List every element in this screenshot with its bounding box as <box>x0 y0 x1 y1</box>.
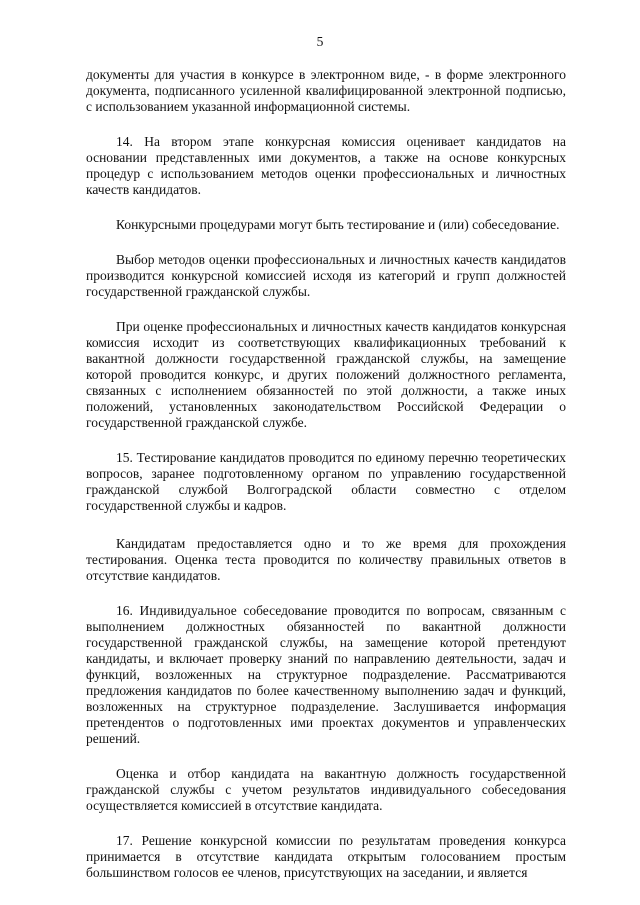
paragraph-continuation: документы для участия в конкурсе в электронном виде, - в форме электронного документа, подписанного усиленной квалифицированной электронной подписью, с использованием указанной информационной системы. <box>86 67 566 114</box>
paragraph-16: 16. Индивидуальное собеседование проводится по вопросам, связанным с выполнением должностных обязанностей по вакантной должности государственной гражданской службы, на замещение которой претендуют кандидаты, и включает проверку знаний по направлению деятельности, задач и функций, возложенных на структурное подразделение. Рассматриваются предложения кандидатов по более качественному выполнению задач и функций, возложенных на структурное подразделение. Заслушивается информация претендентов о подготовленных ими проектах документов и управленческих решений. <box>86 603 566 746</box>
paragraph-test-time: Кандидатам предоставляется одно и то же время для прохождения тестирования. Оценка теста проводится по количеству правильных ответов в отсутствие кандидатов. <box>86 536 566 583</box>
paragraph-method-choice: Выбор методов оценки профессиональных и личностных качеств кандидатов производится конкурсной комиссией исходя из категорий и групп должностей государственной гражданской службы. <box>86 252 566 299</box>
paragraph-17: 17. Решение конкурсной комиссии по результатам проведения конкурса принимается в отсутствие кандидата открытым голосованием простым большинством голосов ее членов, присутствующих на заседании, и является <box>86 833 566 880</box>
paragraph-procedures: Конкурсными процедурами могут быть тестирование и (или) собеседование. <box>116 217 560 232</box>
paragraph-assessment: При оценке профессиональных и личностных качеств кандидатов конкурсная комиссия исходит из соответствующих квалификационных требований к вакантной должности государственной гражданской службы, на замещение которой проводится конкурс, и других положений должностного регламента, связанных с исполнением обязанностей по этой должности, а также иных положений, установленных законодательством Российской Федерации о государственной гражданской службе. <box>86 319 566 430</box>
paragraph-selection: Оценка и отбор кандидата на вакантную должность государственной гражданской службы с учетом результатов индивидуального собеседования осуществляется комиссией в отсутствие кандидата. <box>86 766 566 813</box>
paragraph-15: 15. Тестирование кандидатов проводится по единому перечню теоретических вопросов, заранее подготовленному органом по управлению государственной гражданской службой Волгоградской области совместно с отделом государственной службы и кадров. <box>86 450 566 513</box>
document-body <box>86 67 566 881</box>
page-number: 5 <box>316 34 324 49</box>
paragraph-14: 14. На втором этапе конкурсная комиссия оценивает кандидатов на основании представленных ими документов, а также на основе конкурсных процедур с использованием методов оценки профессиональных и личностных качеств кандидатов. <box>86 134 566 197</box>
